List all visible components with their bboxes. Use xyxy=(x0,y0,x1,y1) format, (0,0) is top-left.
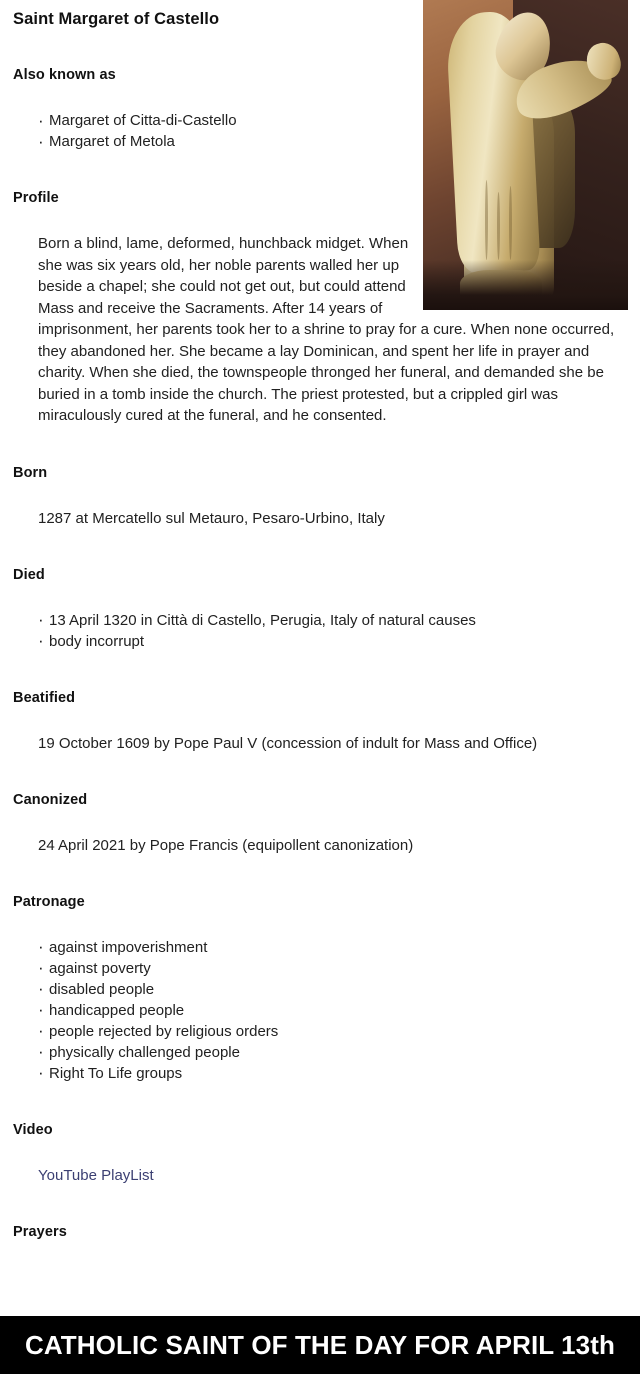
list-item: · 13 April 1320 in Città di Castello, Perugia, Italy of natural causes xyxy=(38,610,628,631)
section-heading-also-known-as: Also known as xyxy=(13,67,116,83)
list-item: · against impoverishment xyxy=(38,937,628,958)
also-known-as-list xyxy=(13,110,628,152)
saint-statue-figure xyxy=(423,0,628,310)
list-item: · handicapped people xyxy=(38,1000,628,1021)
section-heading-patronage: Patronage xyxy=(13,893,85,910)
section-heading-died: Died xyxy=(13,566,45,583)
list-item: · body incorrupt xyxy=(38,631,628,652)
banner-text: CATHOLIC SAINT OF THE DAY FOR APRIL 13th xyxy=(24,1329,615,1360)
section-heading-canonized: Canonized xyxy=(13,791,88,808)
section-heading-born: Born xyxy=(13,464,48,481)
profile-text: Born a blind, lame, deformed, hunchback midget. When she was six years old, her noble parents walled her up beside a chapel; she could not get out, but could attend Mass and receive the Sacraments. After 14 years of imprisonment, her parents took her to a shrine to pray for a cure. When none occurred, they abandoned her. She became a lay Dominican, and spent her life in prayer and charity. When she died, the townspeople thronged her funeral, and demanded she be buried in a tomb inside the church. The priest protested, but a crippled girl was miraculously cured at the funeral, and he consented. xyxy=(38,235,615,424)
statue-image xyxy=(423,0,628,310)
statue-fold xyxy=(497,192,500,260)
statue-background-bottom xyxy=(423,260,628,310)
list-item: · against poverty xyxy=(38,958,628,979)
section-heading-beatified: Beatified xyxy=(13,689,76,706)
died-list xyxy=(13,610,628,652)
statue-fold xyxy=(485,180,488,261)
patronage-list xyxy=(13,937,628,1084)
section-heading-video: Video xyxy=(13,1121,53,1138)
list-item: · Right To Life groups xyxy=(38,1063,628,1084)
video-link-wrapper xyxy=(13,1165,628,1186)
youtube-playlist-link[interactable]: YouTube PlayList xyxy=(38,1166,154,1184)
list-item: · Margaret of Metola xyxy=(38,131,628,152)
section-heading-prayers: Prayers xyxy=(13,1223,67,1240)
list-item: · people rejected by religious orders xyxy=(38,1021,628,1042)
list-item: · disabled people xyxy=(38,979,628,1000)
beatified-text: 19 October 1609 by Pope Paul V (concession of indult for Mass and Office) xyxy=(38,734,538,752)
list-item: · physically challenged people xyxy=(38,1042,628,1063)
born-text: 1287 at Mercatello sul Metauro, Pesaro-Urbino, Italy xyxy=(38,509,385,527)
section-heading-profile: Profile xyxy=(13,190,59,206)
bottom-banner xyxy=(0,1316,640,1374)
page-title: Saint Margaret of Castello xyxy=(13,10,220,28)
canonized-text: 24 April 2021 by Pope Francis (equipollent canonization) xyxy=(38,836,414,854)
list-item: · Margaret of Citta-di-Castello xyxy=(38,110,628,131)
